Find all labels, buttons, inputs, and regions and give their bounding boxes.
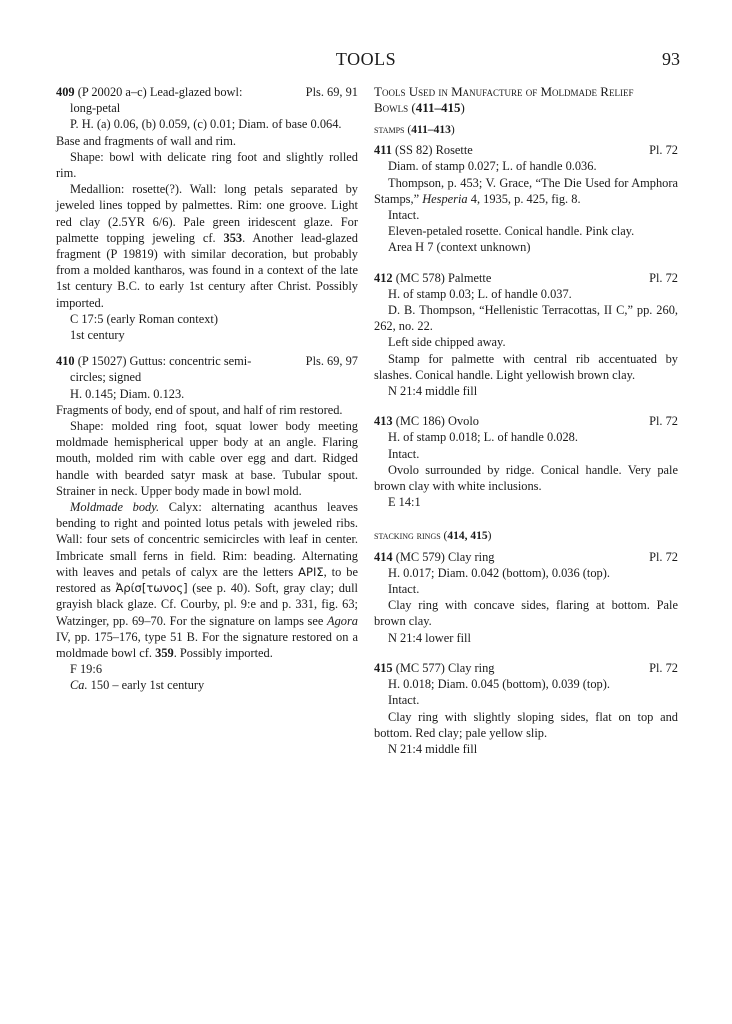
entry-413-dimensions: H. of stamp 0.018; L. of handle 0.028. <box>388 430 578 445</box>
entry-411-title: (SS 82) Rosette <box>395 143 473 158</box>
right-column <box>374 84 678 767</box>
entry-411-number: 411 <box>374 143 392 158</box>
entry-411-heading <box>374 142 678 158</box>
entry-411-dimensions: Diam. of stamp 0.027; L. of handle 0.036. <box>388 159 597 174</box>
entry-412-reference: D. B. Thompson, “Hellenistic Terracottas, II C,” pp. 260, 262, no. 22. <box>374 303 678 334</box>
entry-409-heading <box>56 84 358 100</box>
entry-413-context: E 14:1 <box>388 495 421 510</box>
entry-412-description: Stamp for palmette with central rib accentuated by slashes. Conical handle. Light yellowish brown clay. <box>374 351 678 382</box>
entry-415-context: N 21:4 middle fill <box>388 741 478 756</box>
entry-410-heading <box>56 353 358 369</box>
entry-410 <box>56 353 358 693</box>
entry-413-heading <box>374 413 678 429</box>
entry-412-plates: Pl. 72 <box>649 270 678 285</box>
entry-415-title: (MC 577) Clay ring <box>395 660 495 675</box>
entry-415-heading <box>374 660 678 676</box>
entry-411-context: Area H 7 (context unknown) <box>388 240 531 255</box>
entry-413-title: (MC 186) Ovolo <box>395 414 479 429</box>
cross-reference: 359 <box>155 645 174 660</box>
entry-411-reference: Thompson, p. 453; V. Grace, “The Die Used for Amphora Stamps,” Hesperia 4, 1935, p. 425, fig. 8. <box>374 175 678 206</box>
entry-415-preservation: Intact. <box>388 693 420 708</box>
entry-410-moldmade-body: Moldmade body. Calyx: alternating acanthus leaves bending to right and pointed lotus petals with jeweled ribs. Wall: four sets of concentric semicircles with leaf in center. Imbricate small ferns in field. Rim: beading. Alternating with leaves and petals of calyx are the letters ΑΡΙΣ, to be restored as Ἀρίσ[τωνος] (see p. 40). Soft, gray clay; dull grayish black glaze. Cf. Courby, pl. 9:e and p. 331, fig. 63; Watzinger, pp. 69–70. For the signature on lamps see Agora IV, pp. 175–176, type 51 B. For the signature restored on a moldmade bowl cf. 359. Possibly imported. <box>56 500 358 660</box>
entry-410-number: 410 <box>56 354 75 369</box>
entry-413-number: 413 <box>374 414 393 429</box>
entry-415-dimensions: H. 0.018; Diam. 0.045 (bottom), 0.039 (top). <box>388 677 610 692</box>
page-number: 93 <box>662 49 680 69</box>
entry-412-heading <box>374 270 678 286</box>
entry-412-number: 412 <box>374 270 393 285</box>
entry-410-shape: Shape: molded ring foot, squat lower body meeting moldmade hemispherical upper body at an angle. Flaring mouth, molded rim with cable over egg and dart. Ridged handle with bearded satyr mask at base. Tubular spout. Strainer in neck. Upper body made in bowl mold. <box>56 419 358 498</box>
inscription-letters: ΑΡΙΣ <box>298 564 324 579</box>
entry-411 <box>374 142 678 255</box>
entry-410-date: Ca. 150 – early 1st century <box>70 678 205 693</box>
entry-409-title: (P 20020 a–c) Lead-glazed bowl: <box>77 85 243 99</box>
subsection-stamps: stamps (411–413) <box>374 124 455 136</box>
entry-414-context: N 21:4 lower fill <box>388 630 471 645</box>
entry-414-description: Clay ring with concave sides, flaring at bottom. Pale brown clay. <box>374 598 678 629</box>
entry-415-plates: Pl. 72 <box>649 660 678 675</box>
entry-413-preservation: Intact. <box>388 446 420 461</box>
entry-412 <box>374 270 678 400</box>
entry-409 <box>56 84 358 343</box>
greek-restoration: Ἀρίσ[τωνος] <box>115 581 188 596</box>
entry-409-dimensions: P. H. (a) 0.06, (b) 0.059, (c) 0.01; Diam. of base 0.064. <box>70 117 342 132</box>
running-title: TOOLS <box>335 49 397 69</box>
entry-414 <box>374 549 678 646</box>
entry-412-dimensions: H. of stamp 0.03; L. of handle 0.037. <box>388 286 572 301</box>
left-column <box>56 84 358 704</box>
entry-410-title: (P 15027) Guttus: concentric semi- <box>77 354 252 369</box>
entry-412-preservation: Left side chipped away. <box>388 335 506 350</box>
entry-410-plates: Pls. 69, 97 <box>305 354 358 369</box>
entry-414-preservation: Intact. <box>388 582 420 597</box>
entry-413-description: Ovolo surrounded by ridge. Conical handle. Very pale brown clay with white inclusions. <box>374 462 678 494</box>
entry-415 <box>374 660 678 757</box>
entry-410-preservation: Fragments of body, end of spout, and half of rim restored. <box>56 402 343 417</box>
section-heading: Tools Used in Manufacture of Moldmade Relief Bowls (411–415) <box>374 84 634 115</box>
entry-409-title-cont: long-petal <box>70 101 121 116</box>
entry-412-context: N 21:4 middle fill <box>388 384 478 399</box>
entry-410-title-cont: circles; signed <box>70 370 142 385</box>
cross-reference: 353 <box>223 230 243 245</box>
entry-409-date: 1st century <box>70 328 125 343</box>
entry-414-number: 414 <box>374 549 393 564</box>
entry-410-context: F 19:6 <box>70 662 103 677</box>
entry-415-description: Clay ring with slightly sloping sides, flat on top and bottom. Red clay; pale yellow slip. <box>374 709 678 740</box>
entry-415-number: 415 <box>374 660 393 675</box>
entry-409-preservation: Base and fragments of wall and rim. <box>56 133 236 148</box>
entry-414-title: (MC 579) Clay ring <box>395 549 495 564</box>
entry-414-dimensions: H. 0.017; Diam. 0.042 (bottom), 0.036 (top). <box>388 565 610 580</box>
entry-414-heading <box>374 549 678 565</box>
entry-413 <box>374 413 678 510</box>
entry-414-plates: Pl. 72 <box>649 549 678 564</box>
entry-409-description: Medallion: rosette(?). Wall: long petals separated by jeweled lines topped by palmettes. Rim: one groove. Light red clay (2.5YR 6/6). Pale green iridescent glaze. For palmette topping jeweling cf. 353. Another lead-glazed fragment (P 19819) with similar decoration, but probably from a molded kantharos, was found in a context of the late 1st century B.C. to early 1st century after Christ. Possibly imported. <box>56 182 358 310</box>
subsection-stacking-rings: stacking rings (414, 415) <box>374 530 492 543</box>
entry-411-description: Eleven-petaled rosette. Conical handle. Pink clay. <box>388 224 635 239</box>
entry-411-plates: Pl. 72 <box>649 143 678 158</box>
entry-411-preservation: Intact. <box>388 208 420 223</box>
entry-413-plates: Pl. 72 <box>649 414 678 429</box>
entry-410-dimensions: H. 0.145; Diam. 0.123. <box>70 386 185 401</box>
entry-412-title: (MC 578) Palmette <box>395 270 492 285</box>
entry-409-shape: Shape: bowl with delicate ring foot and slightly rolled rim. <box>56 149 358 181</box>
entry-409-plates: Pls. 69, 91 <box>305 85 358 99</box>
entry-409-context: C 17:5 (early Roman context) <box>70 311 218 326</box>
entry-409-number: 409 <box>56 85 75 99</box>
